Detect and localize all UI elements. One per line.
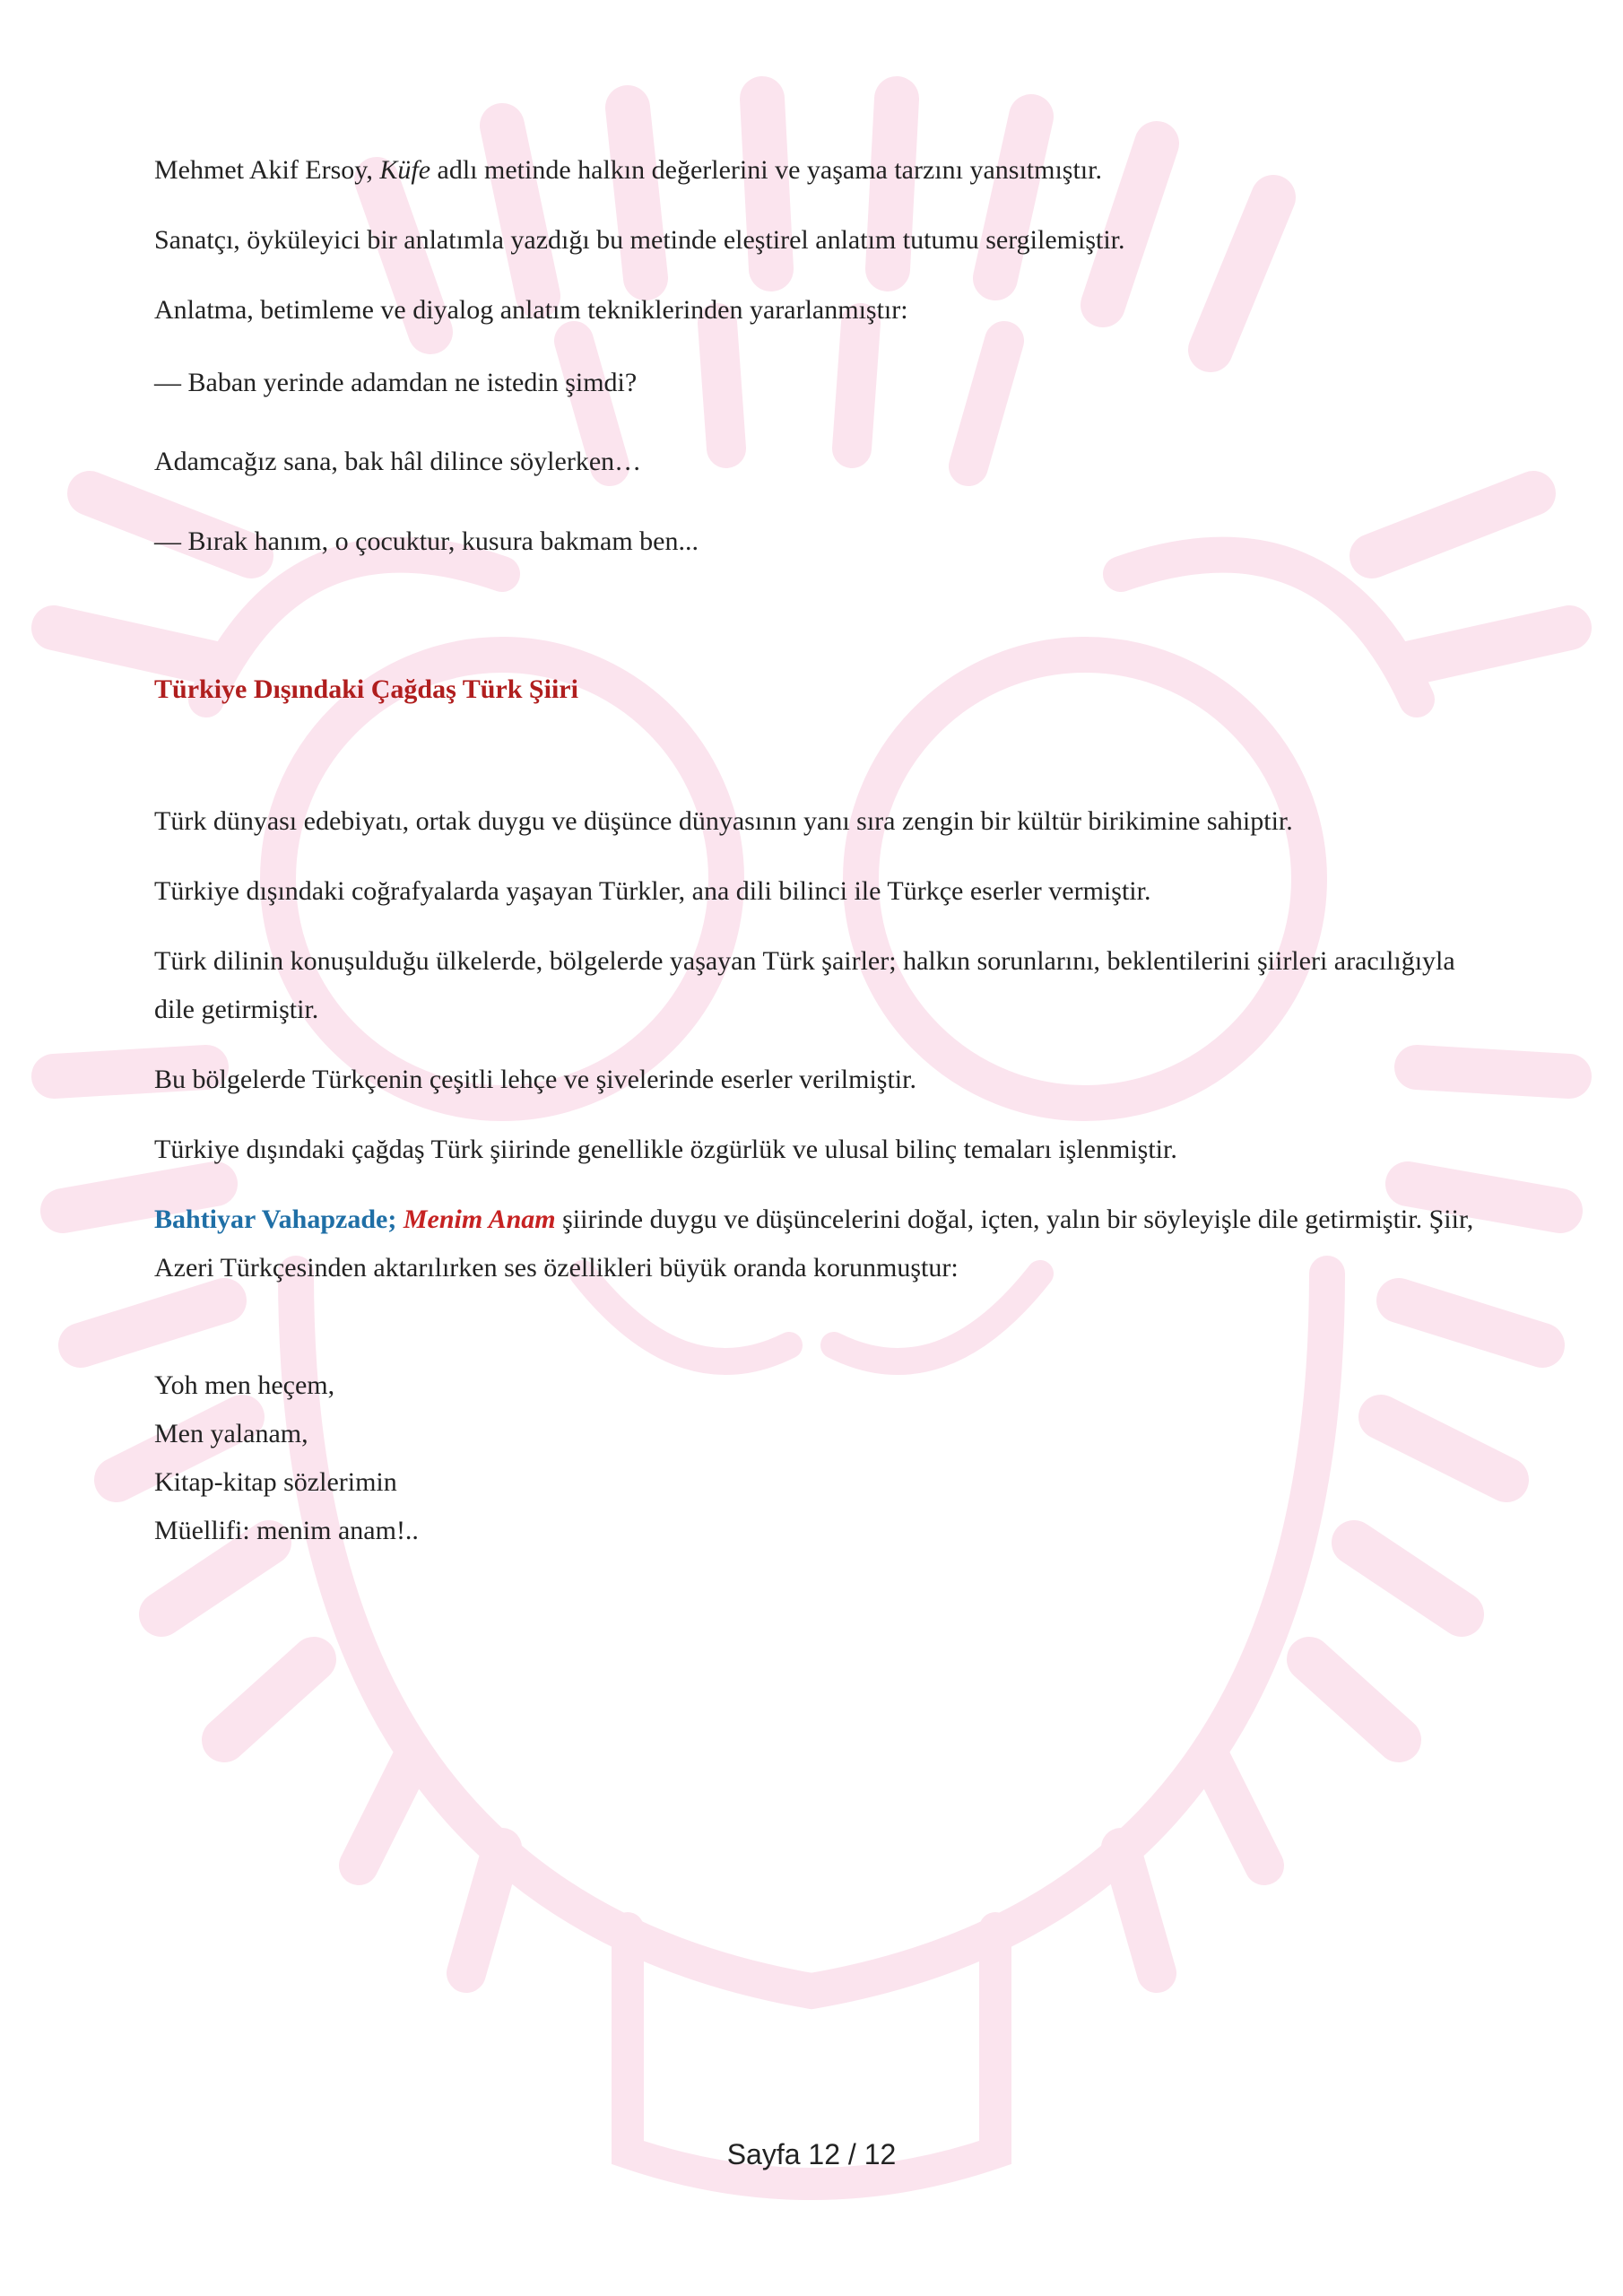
paragraph-techniques: Anlatma, betimleme ve diyalog anlatım tekniklerinden yararlanmıştır: — [154, 295, 908, 325]
author-name: Mehmet Akif Ersoy, — [154, 155, 380, 185]
paragraph-narrative: Sanatçı, öyküleyici bir anlatımla yazdığı bu metinde eleştirel anlatım tutumu sergilemiştir. — [154, 225, 1125, 255]
paragraph-cografya: Türkiye dışındaki coğrafyalarda yaşayan Türkler, ana dili bilinci ile Türkçe eserler vermiştir. — [154, 876, 1151, 906]
paragraph-text: şiirinde duygu ve düşüncelerini doğal, içten, yalın bir söyleyişle dile getirmiştir. Şiir, Azeri Türkçesinden aktarılırken ses özellikleri büyük oranda korunmuştur: — [154, 1205, 1474, 1283]
poem-line: Men yalanam, — [154, 1419, 308, 1448]
paragraph-temalar: Türkiye dışındaki çağdaş Türk şiirinde genellikle özgürlük ve ulusal bilinç temaları işlenmiştir. — [154, 1135, 1177, 1164]
paragraph-lehce: Bu bölgelerde Türkçenin çeşitli lehçe ve şivelerinde eserler verilmiştir. — [154, 1065, 916, 1094]
paragraph-text: adlı metinde halkın değerlerini ve yaşama tarzını yansıtmıştır. — [430, 155, 1102, 185]
work-title: Küfe — [379, 155, 431, 185]
quote-line-3: — Bırak hanım, o çocuktur, kusura bakmam ben... — [154, 526, 699, 556]
poem-line: Yoh men heçem, — [154, 1370, 335, 1400]
paragraph-turk-dunyasi: Türk dünyası edebiyatı, ortak duygu ve düşünce dünyasının yanı sıra zengin bir kültür birikimine sahiptir. — [154, 806, 1293, 836]
poem-line: Müellifi: menim anam!.. — [154, 1516, 419, 1545]
paragraph-vahapzade — [154, 1196, 1481, 1292]
quote-line-2: Adamcağız sana, bak hâl dilince söylerken… — [154, 447, 642, 476]
poem-block — [154, 1361, 419, 1555]
paragraph-kufe — [154, 146, 1481, 195]
paragraph-sairler: Türk dilinin konuşulduğu ülkelerde, bölgelerde yaşayan Türk şairler; halkın sorunlarını, beklentilerini şiirleri aracılığıyla dile getirmiştir. — [154, 946, 1455, 1024]
page-number: Sayfa 12 / 12 — [726, 2138, 897, 2170]
author-name: Bahtiyar Vahapzade; — [154, 1205, 397, 1234]
quote-line-1: — Baban yerinde adamdan ne istedin şimdi? — [154, 368, 638, 397]
poem-line: Kitap-kitap sözlerimin — [154, 1467, 397, 1497]
section-heading: Türkiye Dışındaki Çağdaş Türk Şiiri — [154, 674, 578, 704]
work-title: Menim Anam — [403, 1205, 556, 1234]
